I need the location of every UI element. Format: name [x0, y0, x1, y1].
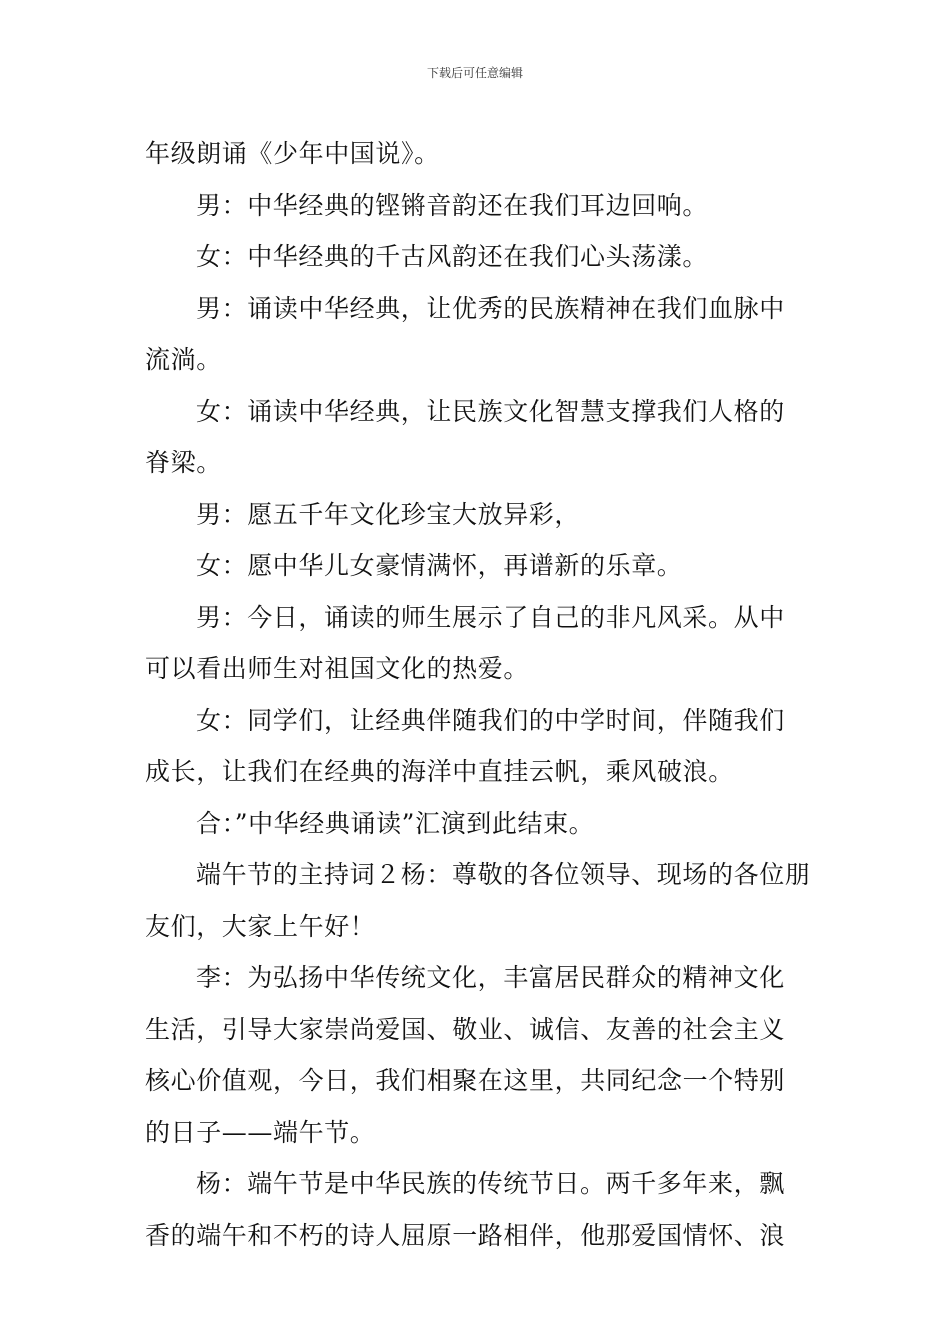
text-line: 核心价值观，今日，我们相聚在这里，共同纪念一个特别 — [145, 1066, 786, 1095]
text-line: 男：诵读中华经典，让优秀的民族精神在我们血脉中 — [196, 293, 785, 323]
text-line: 友们，大家上午好！ — [145, 911, 376, 941]
text-line: 流淌。 — [145, 345, 222, 374]
document-body — [145, 128, 811, 1261]
text-line: 男：愿五千年文化珍宝大放异彩， — [196, 499, 581, 529]
text-line: 李：为弘扬中华传统文化，丰富居民群众的精神文化 — [196, 963, 785, 992]
page-header: 下载后可任意编辑 — [426, 66, 523, 80]
text-line: 女：同学们，让经典伴随我们的中学时间，伴随我们 — [196, 705, 785, 735]
text-line: 杨：端午节是中华民族的传统节日。两千多年来，飘 — [196, 1169, 785, 1198]
text-line: 生活，引导大家崇尚爱国、敬业、诚信、友善的社会主义 — [145, 1014, 786, 1044]
text-line: 的日子——端午节。 — [145, 1117, 376, 1147]
text-line: 脊梁。 — [145, 448, 222, 477]
text-line: 男：中华经典的铿锵音韵还在我们耳边回响。 — [196, 190, 709, 220]
text-line: 女：中华经典的千古风韵还在我们心头荡漾。 — [196, 242, 709, 271]
text-line: 女：愿中华儿女豪情满怀，再谱新的乐章。 — [196, 551, 683, 580]
text-line: 成长，让我们在经典的海洋中直挂云帆，乘风破浪。 — [145, 757, 734, 786]
text-line: 端午节的主持词２杨：尊敬的各位领导、现场的各位朋 — [196, 860, 811, 889]
text-line: 男：今日，诵读的师生展示了自己的非凡风采。从中 — [196, 602, 785, 632]
text-line: 可以看出师生对祖国文化的热爱。 — [145, 654, 530, 683]
text-line: 香的端午和不朽的诗人屈原一路相伴，他那爱国情怀、浪 — [145, 1220, 786, 1250]
text-line: 女：诵读中华经典，让民族文化智慧支撑我们人格的 — [196, 396, 785, 426]
text-line: 合：”中华经典诵读”汇演到此结束。 — [196, 808, 595, 838]
text-line: 年级朗诵《少年中国说》。 — [145, 139, 440, 168]
